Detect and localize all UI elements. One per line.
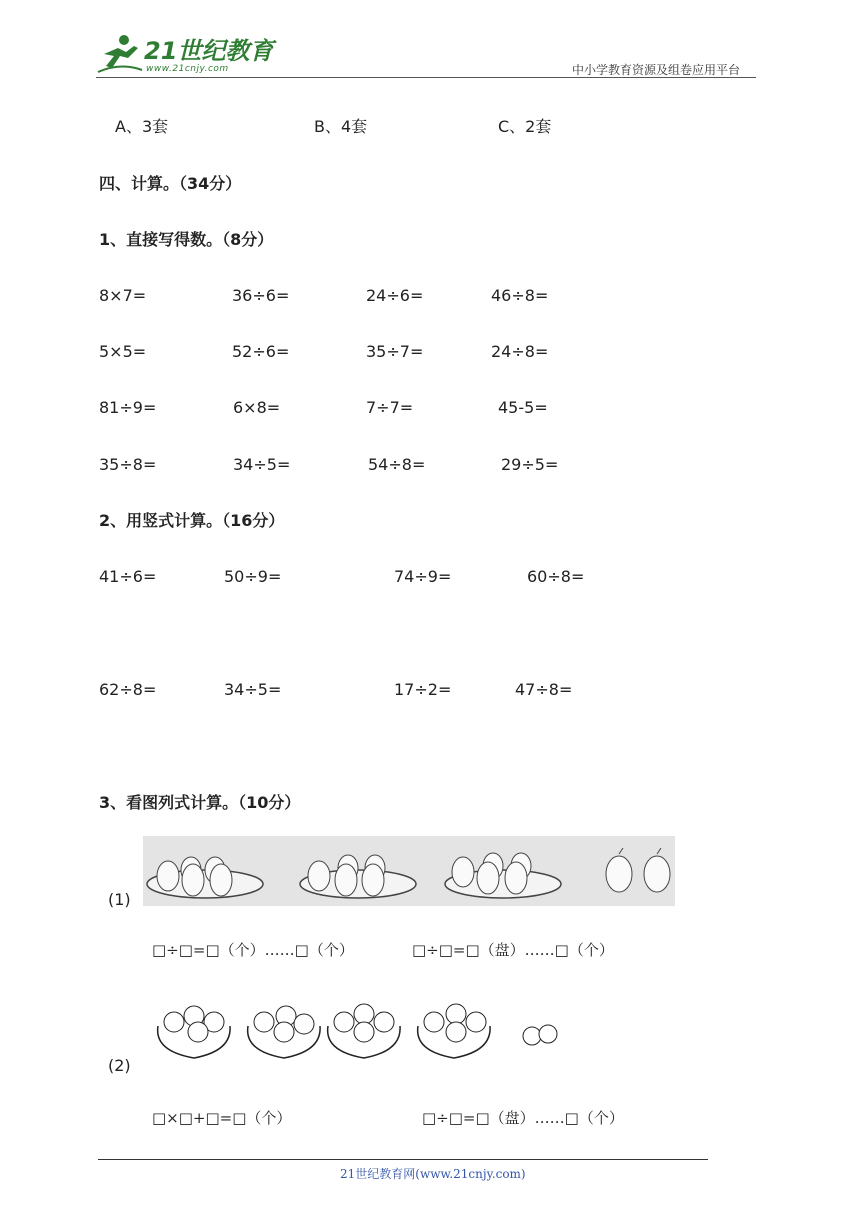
equation: 29÷5= xyxy=(501,455,559,474)
header-divider xyxy=(96,77,756,78)
section-title: 四、计算。（34分） xyxy=(99,174,242,193)
question-2-title: 2、用竖式计算。（16分） xyxy=(99,511,285,530)
platform-name: 中小学教育资源及组卷应用平台 xyxy=(572,63,741,77)
equation: 35÷8= xyxy=(99,455,157,474)
equation: 60÷8= xyxy=(527,567,585,586)
pears-illustration xyxy=(143,836,675,906)
equation: 35÷7= xyxy=(366,342,424,361)
fill-in-blank: □÷□=□（个）……□（个） xyxy=(152,941,354,959)
equation: 46÷8= xyxy=(491,286,549,305)
logo xyxy=(96,34,274,78)
equation: 74÷9= xyxy=(394,567,452,586)
equation: 47÷8= xyxy=(515,680,573,699)
equation: 54÷8= xyxy=(368,455,426,474)
pears-picture xyxy=(143,836,675,906)
runner-logo-icon xyxy=(96,34,144,74)
equation: 36÷6= xyxy=(232,286,290,305)
equation: 8×7= xyxy=(99,286,147,305)
footer-text: 21世纪教育网(www.21cnjy.com) xyxy=(340,1167,526,1181)
equation: 62÷8= xyxy=(99,680,157,699)
equation: 50÷9= xyxy=(224,567,282,586)
choice-b: B、4套 xyxy=(314,117,368,136)
footer-divider xyxy=(98,1159,708,1160)
fill-in-blank: □÷□=□（盘）……□（个） xyxy=(412,941,614,959)
logo-text: 21世纪教育 xyxy=(144,37,274,65)
equation: 81÷9= xyxy=(99,398,157,417)
equation: 7÷7= xyxy=(366,398,414,417)
choice-a: A、3套 xyxy=(115,117,169,136)
part-1-label: (1) xyxy=(108,890,131,909)
equation: 52÷6= xyxy=(232,342,290,361)
equation: 17÷2= xyxy=(394,680,452,699)
question-3-title: 3、看图列式计算。（10分） xyxy=(99,793,301,812)
part-2-label: (2) xyxy=(108,1056,131,1075)
apples-illustration xyxy=(152,996,572,1066)
choice-c: C、2套 xyxy=(498,117,552,136)
equation: 41÷6= xyxy=(99,567,157,586)
equation: 34÷5= xyxy=(224,680,282,699)
equation: 6×8= xyxy=(233,398,281,417)
equation: 34÷5= xyxy=(233,455,291,474)
logo-url: www.21cnjy.com xyxy=(146,64,229,74)
fill-in-blank: □×□+□=□（个） xyxy=(152,1109,292,1127)
equation: 24÷8= xyxy=(491,342,549,361)
fill-in-blank: □÷□=□（盘）……□（个） xyxy=(422,1109,624,1127)
equation: 5×5= xyxy=(99,342,147,361)
equation: 24÷6= xyxy=(366,286,424,305)
question-1-title: 1、直接写得数。（8分） xyxy=(99,230,274,249)
equation: 45-5= xyxy=(498,398,548,417)
